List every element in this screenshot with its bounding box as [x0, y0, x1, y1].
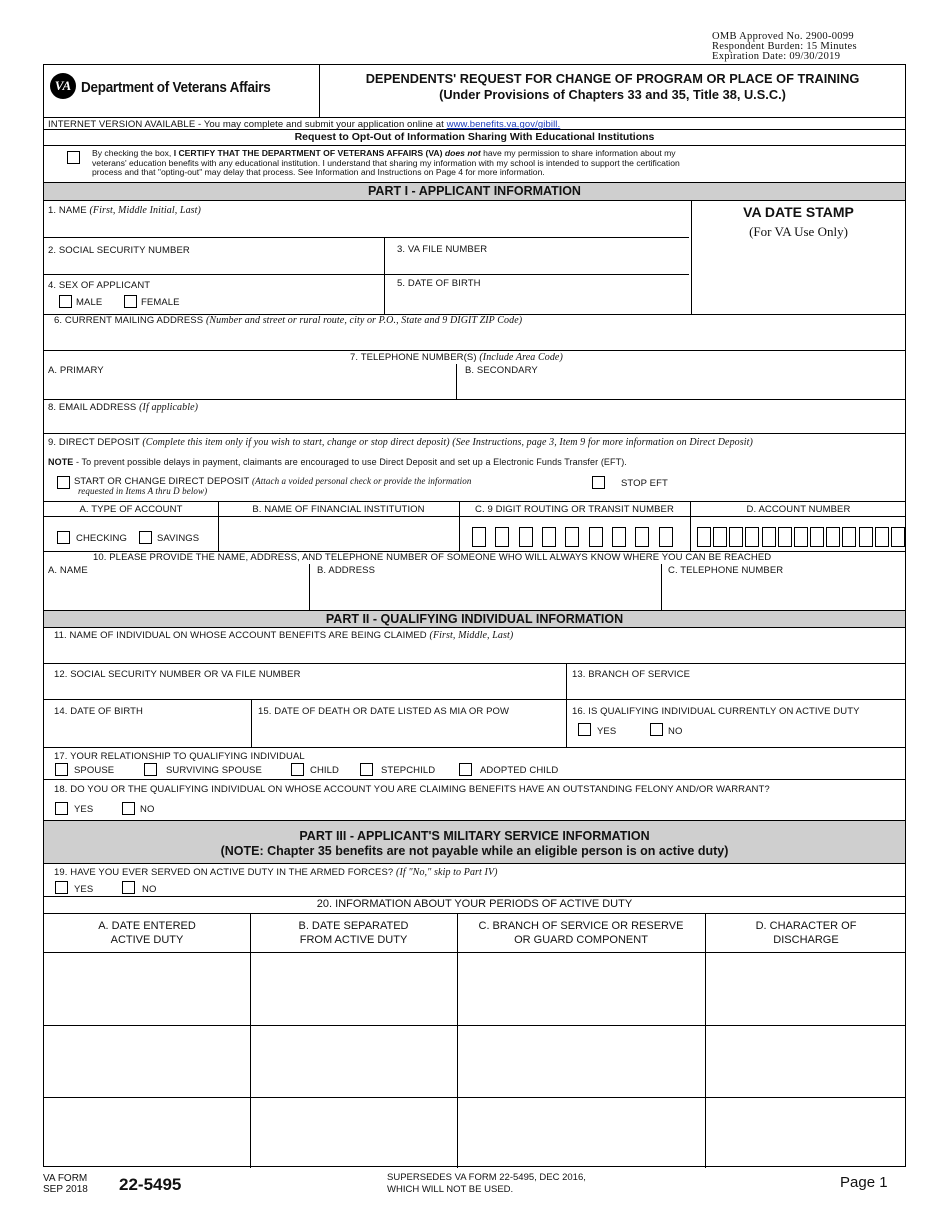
form-title	[320, 71, 905, 103]
active-service-hint: (If "No," skip to Part IV)	[396, 867, 498, 878]
col-date-separated: B. DATE SEPARATED FROM ACTIVE DUTY	[298, 920, 409, 946]
telephone-label-text: 7. TELEPHONE NUMBER(S)	[350, 352, 477, 363]
felony-label: 18. DO YOU OR THE QUALIFYING INDIVIDUAL ON WHOSE ACCOUNT YOU ARE CLAIMING BENEFITS HAVE AN OUTSTANDING FELONY AND/OR WARRANT?	[54, 784, 770, 795]
account-digit-box[interactable]	[713, 527, 727, 547]
internet-notice-text: INTERNET VERSION AVAILABLE - You may complete and submit your application online at	[48, 119, 444, 130]
account-digit-box[interactable]	[810, 527, 824, 547]
surviving-spouse-checkbox[interactable]	[144, 763, 157, 776]
routing-digit-box[interactable]	[519, 527, 533, 547]
address-label-hint: (Number and street or rural route, city or P.O., State and 9 DIGIT ZIP Code)	[205, 315, 523, 326]
checking-checkbox[interactable]	[57, 531, 70, 544]
stepchild-checkbox[interactable]	[360, 763, 373, 776]
served-yes-label: YES	[74, 884, 94, 895]
start-deposit-hint2: requested in Items A thru D below)	[78, 486, 208, 496]
checking-label: CHECKING	[76, 533, 127, 544]
spouse-checkbox[interactable]	[55, 763, 68, 776]
sex-label: 4. SEX OF APPLICANT	[48, 280, 151, 291]
routing-digit-box[interactable]	[472, 527, 486, 547]
contact-person-label: 10. PLEASE PROVIDE THE NAME, ADDRESS, AND TELEPHONE NUMBER OF SOMEONE WHO WILL ALWAYS KNOW WHERE YOU CAN BE REACHED	[93, 552, 772, 563]
footer-sup-line1: SUPERSEDES VA FORM 22-5495, DEC 2016,	[387, 1172, 586, 1183]
optout-checkbox[interactable]	[67, 151, 80, 164]
spouse-label: SPOUSE	[74, 765, 115, 776]
form-title-line1: DEPENDENTS' REQUEST FOR CHANGE OF PROGRAM OR PLACE OF TRAINING	[365, 71, 860, 86]
savings-label: SAVINGS	[157, 533, 200, 544]
agency-name: Department of Veterans Affairs	[81, 79, 271, 96]
footer-va-form: VA FORM	[43, 1173, 88, 1184]
start-deposit-checkbox[interactable]	[57, 476, 70, 489]
routing-digit-box[interactable]	[635, 527, 649, 547]
expiration-date: Expiration Date: 09/30/2019	[712, 51, 841, 62]
account-digit-box[interactable]	[697, 527, 711, 547]
part2-header: PART II - QUALIFYING INDIVIDUAL INFORMATION	[44, 610, 905, 628]
active-duty-yes-checkbox[interactable]	[578, 723, 591, 736]
felony-yes-checkbox[interactable]	[55, 802, 68, 815]
col-character-discharge: D. CHARACTER OF DISCHARGE	[755, 920, 857, 946]
omb-block	[712, 32, 857, 62]
contact-name-label: A. NAME	[48, 565, 88, 576]
routing-digit-box[interactable]	[495, 527, 509, 547]
routing-digit-box[interactable]	[589, 527, 603, 547]
relationship-label: 17. YOUR RELATIONSHIP TO QUALIFYING INDIVIDUAL	[54, 751, 305, 762]
account-digit-box[interactable]	[875, 527, 889, 547]
part3-title: PART III - APPLICANT'S MILITARY SERVICE INFORMATION	[299, 829, 650, 843]
service-row-3[interactable]	[44, 1098, 905, 1168]
va-date-stamp-sub: (For VA Use Only)	[749, 224, 848, 239]
dob-label: 5. DATE OF BIRTH	[397, 278, 481, 289]
part1-header: PART I - APPLICANT INFORMATION	[44, 182, 905, 201]
account-digit-box[interactable]	[762, 527, 776, 547]
routing-digit-box[interactable]	[542, 527, 556, 547]
adopted-child-label: ADOPTED CHILD	[480, 765, 559, 776]
qualifying-name-hint: (First, Middle, Last)	[429, 630, 514, 641]
child-label: CHILD	[310, 765, 340, 776]
active-duty-label: 16. IS QUALIFYING INDIVIDUAL CURRENTLY ON ACTIVE DUTY	[572, 706, 860, 717]
part3-note: (NOTE: Chapter 35 benefits are not payable while an eligible person is on active duty)	[220, 844, 729, 858]
served-no-label: NO	[142, 884, 157, 895]
optout-statement	[92, 149, 904, 178]
active-duty-no-checkbox[interactable]	[650, 723, 663, 736]
account-type-label: A. TYPE OF ACCOUNT	[79, 504, 183, 515]
start-deposit-text: START OR CHANGE DIRECT DEPOSIT	[74, 476, 250, 487]
optout-does-not: does not	[444, 148, 481, 158]
footer-supersedes	[387, 1172, 586, 1196]
ssn-label: 2. SOCIAL SECURITY NUMBER	[48, 245, 190, 256]
email-label-text: 8. EMAIL ADDRESS	[48, 402, 137, 413]
stop-eft-checkbox[interactable]	[592, 476, 605, 489]
name-label-text: 1. NAME	[48, 205, 87, 216]
col-branch-component: C. BRANCH OF SERVICE OR RESERVE OR GUARD COMPONENT	[478, 920, 684, 946]
gibill-link[interactable]: www.benefits.va.gov/gibill.	[446, 119, 561, 130]
email-label-hint: (If applicable)	[139, 402, 199, 413]
address-label-text: 6. CURRENT MAILING ADDRESS	[54, 315, 204, 326]
routing-digit-box[interactable]	[659, 527, 673, 547]
active-duty-yes-label: YES	[597, 726, 617, 737]
active-duty-periods-title: 20. INFORMATION ABOUT YOUR PERIODS OF ACTIVE DUTY	[316, 898, 633, 910]
form-title-line2: (Under Provisions of Chapters 33 and 35, Title 38, U.S.C.)	[439, 87, 786, 102]
optout-text-a: By checking the box,	[92, 148, 172, 158]
stop-eft-label: STOP EFT	[621, 478, 668, 489]
qualifying-dob-label: 14. DATE OF BIRTH	[54, 706, 143, 717]
active-duty-no-label: NO	[668, 726, 683, 737]
routing-digit-box[interactable]	[565, 527, 579, 547]
address-label	[54, 315, 522, 326]
va-form-22-5495	[43, 64, 906, 1167]
email-label	[48, 402, 198, 413]
female-label: FEMALE	[141, 297, 180, 308]
name-label-hint: (First, Middle Initial, Last)	[89, 205, 201, 216]
felony-no-checkbox[interactable]	[122, 802, 135, 815]
direct-deposit-label-text: 9. DIRECT DEPOSIT	[48, 437, 140, 448]
footer-sup-line2: WHICH WILL NOT BE USED.	[387, 1184, 514, 1195]
eft-note-text: - To prevent possible delays in payment, claimants are encouraged to use Direct Deposit and set up a Electronic Funds Transfer (EFT).	[76, 457, 627, 467]
va-file-label: 3. VA FILE NUMBER	[397, 244, 488, 255]
service-row-2[interactable]	[44, 1026, 905, 1097]
optout-text-d: have my permission to share information about my	[483, 148, 676, 158]
va-date-stamp-title: VA DATE STAMP	[743, 204, 854, 220]
optout-line2: veterans' education benefits with any educational institution. I understand that sharing my information with my school is intended to support the certification	[92, 157, 680, 168]
footer-form-label	[43, 1173, 88, 1195]
served-no-checkbox[interactable]	[122, 881, 135, 894]
account-digit-box[interactable]	[745, 527, 759, 547]
male-checkbox[interactable]	[59, 295, 72, 308]
part3-header	[44, 820, 905, 864]
col-date-entered: A. DATE ENTERED ACTIVE DUTY	[98, 920, 196, 946]
optout-title: Request to Opt-Out of Information Sharing With Educational Institutions	[294, 131, 655, 143]
routing-digit-box[interactable]	[612, 527, 626, 547]
served-yes-checkbox[interactable]	[55, 881, 68, 894]
telephone-label	[350, 352, 563, 363]
account-number-boxes[interactable]	[697, 527, 907, 549]
account-number-label: D. ACCOUNT NUMBER	[746, 504, 851, 515]
female-checkbox[interactable]	[124, 295, 137, 308]
telephone-label-hint: (Include Area Code)	[479, 352, 563, 363]
service-row-1[interactable]	[44, 953, 905, 1025]
start-deposit-hint: (Attach a voided personal check or provide the information	[252, 476, 472, 486]
contact-address-label: B. ADDRESS	[317, 565, 376, 576]
active-service-text: 19. HAVE YOU EVER SERVED ON ACTIVE DUTY IN THE ARMED FORCES?	[54, 867, 394, 878]
qualifying-name-text: 11. NAME OF INDIVIDUAL ON WHOSE ACCOUNT BENEFITS ARE BEING CLAIMED	[54, 630, 427, 641]
name-input[interactable]	[44, 205, 691, 237]
child-checkbox[interactable]	[291, 763, 304, 776]
footer-form-number: 22-5495	[119, 1175, 182, 1194]
routing-label: C. 9 DIGIT ROUTING OR TRANSIT NUMBER	[475, 504, 674, 515]
eft-note-label: NOTE	[48, 457, 74, 467]
omb-number: OMB Approved No. 2900-0099	[712, 31, 854, 42]
footer-date: SEP 2018	[43, 1184, 88, 1195]
account-digit-box[interactable]	[729, 527, 743, 547]
account-digit-box[interactable]	[794, 527, 808, 547]
qualifying-ssn-label: 12. SOCIAL SECURITY NUMBER OR VA FILE NUMBER	[54, 669, 301, 680]
optout-line3: process and that "opting-out" may delay that process. See Information and Instructions on Page 4 for more information.	[92, 167, 545, 177]
contact-phone-label: C. TELEPHONE NUMBER	[668, 565, 784, 576]
account-digit-box[interactable]	[778, 527, 792, 547]
active-service-label	[54, 867, 498, 878]
direct-deposit-hint: (Complete this item only if you wish to start, change or stop direct deposit) (See Instructions, page 3, Item 9 for more information on Direct Deposit)	[142, 437, 753, 448]
qualifying-name-label	[54, 630, 513, 641]
stepchild-label: STEPCHILD	[381, 765, 436, 776]
felony-yes-label: YES	[74, 804, 94, 815]
direct-deposit-label	[48, 437, 753, 448]
respondent-burden: Respondent Burden: 15 Minutes	[712, 41, 857, 52]
surviving-spouse-label: SURVIVING SPOUSE	[166, 765, 262, 776]
felony-no-label: NO	[140, 804, 155, 815]
account-digit-box[interactable]	[826, 527, 840, 547]
optout-certify: I CERTIFY THAT THE DEPARTMENT OF VETERANS AFFAIRS (VA)	[173, 148, 443, 158]
adopted-child-checkbox[interactable]	[459, 763, 472, 776]
branch-label: 13. BRANCH OF SERVICE	[572, 669, 691, 680]
male-label: MALE	[76, 297, 103, 308]
va-logo: VA	[50, 73, 76, 99]
account-digit-box[interactable]	[842, 527, 856, 547]
institution-label: B. NAME OF FINANCIAL INSTITUTION	[252, 504, 425, 515]
savings-checkbox[interactable]	[139, 531, 152, 544]
eft-note	[48, 457, 627, 467]
death-date-label: 15. DATE OF DEATH OR DATE LISTED AS MIA OR POW	[258, 706, 510, 717]
primary-phone-label: A. PRIMARY	[48, 365, 104, 376]
account-digit-box[interactable]	[859, 527, 873, 547]
secondary-phone-label: B. SECONDARY	[465, 365, 538, 376]
footer-page: Page 1	[840, 1174, 888, 1191]
account-digit-box[interactable]	[891, 527, 905, 547]
routing-number-boxes[interactable]	[472, 527, 682, 549]
